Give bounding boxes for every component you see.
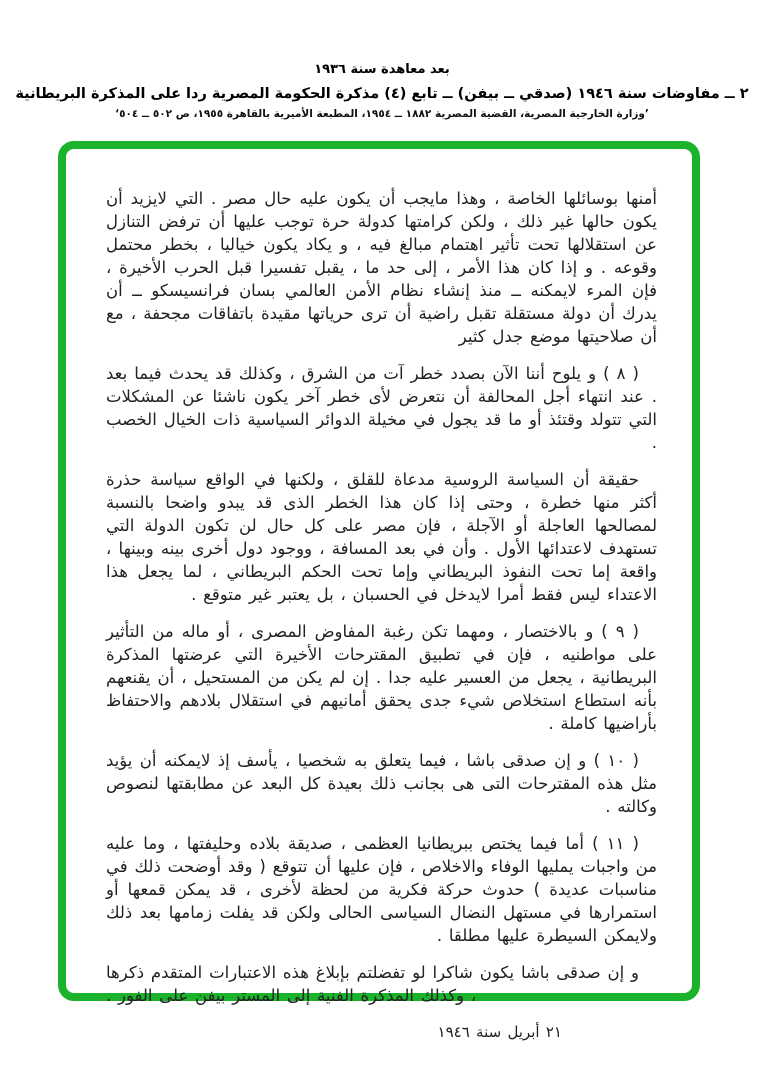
paragraph-closing: و إن صدقى باشا يكون شاكرا لو تفضلتم بإبلاغ هذه الاعتبارات المتقدم ذكرها ، وكذلك المذكرة الفنية إلى المستر بيفن على الفور . (106, 963, 639, 1005)
paragraph-9: ( ٩ ) و بالاختصار ، ومهما تكن رغبة المفاوض المصرى ، أو ماله من التأثير على مواطنيه ، فإن في تطبيق المقترحات الأخيرة التي عرضتها المذكرة البريطانية ، يجعل من العسير عليه جدا . إن لم يكن من المستحيل ، أن يقنعهم بأنه استطاع استخلاص شيء جدى يحقق أمانيهم في استقلال بلادهم والاحتفاظ بأراضيها كاملة . (106, 622, 657, 733)
document-header (0, 0, 764, 120)
header-source-citation: ’وزارة الخارجية المصرية، القضية المصرية ١٨٨٢ ــ ١٩٥٤، المطبعة الأميرية بالقاهرة ١٩٥٥، ص ٥٠٢ ــ ٥٠٤‘ (115, 108, 649, 120)
paragraph-russian-policy: حقيقة أن السياسة الروسية مدعاة للقلق ، ولكنها في الواقع سياسة حذرة أكثر منها خطرة ، وحتى إذا كان هذا الخطر الذى قد يبدو واضحا بالنسبة لمصالحها العاجلة أو الآجلة ، فإن مصر على كل حال لن تكون الدولة التي تستهدف لاعتدائها الأول . وأن في بعد المسافة ، ووجود دول أخرى بينه وبينها ، واقعة إما تحت النفوذ البريطاني وإما تحت الحكم البريطاني ، لما يجعل هذا الاعتداء ليس فقط أمرا لايدخل في الحسبان ، بل يعتبر غير متوقع . (106, 470, 657, 604)
paragraph-10: ( ١٠ ) و إن صدقى باشا ، فيما يتعلق به شخصيا ، يأسف إذ لايمكنه أن يؤيد مثل هذه المقترحات التى هى بجانب ذلك بعيدة كل البعد عن مطابقتها لنصوص وكالته . (106, 751, 657, 816)
paragraph-continuation: أمنها بوسائلها الخاصة ، وهذا مايجب أن يكون عليه حال مصر . التي لايزيد أن يكون حالها غير ذلك ، ولكن كرامتها كدولة حرة توجب عليها أن ترفض التنازل عن استقلالها تحت تأثير اهتمام مبالغ فيه ، و يكاد يكون خياليا ، بخطر محتمل وقوعه . و إذا كان هذا الأمر ، إلى حد ما ، يقبل تفسيرا قبل الحرب الأخيرة ، فإن المرء لايمكنه ــ منذ إنشاء نظام الأمن العالمي بسان فرانسيسكو ــ أن يدرك أن دولة مستقلة تقبل راضية أن ترى حرياتها مقيدة باتفاقات مجحفة ، مع أن صلاحيتها موضع جدل كثير (106, 189, 657, 346)
date-line: ٢١ أبريل سنة ١٩٤٦ (437, 1023, 562, 1041)
header-title-line: ٢ ــ مفاوضات سنة ١٩٤٦ (صدقي ــ بيفن) ــ تابع (٤) مذكرة الحكومة المصرية ردا على المذكرة البريطانية (15, 86, 749, 102)
scanned-document-text (66, 149, 692, 1044)
highlight-border-frame (58, 141, 700, 1041)
paragraph-11: ( ١١ ) أما فيما يختص ببريطانيا العظمى ، صديقة بلاده وحليفتها ، وما عليه من واجبات يمليها الوفاء والاخلاص ، فإن عليها أن تتوقع ( وقد أوضحت ذلك في مناسبات عديدة ) حدوث حركة فكرية من لحظة لأخرى ، قد يمكن قمعها أو استمرارها في مستهل النضال السياسى الحالى ولكن قد يفلت زمامها بعد ذلك ولايمكن السيطرة عليها مطلقا . (106, 834, 657, 945)
paragraph-8: ( ٨ ) و يلوح أننا الآن بصدد خطر آت من الشرق ، وكذلك قد يحدث فيما بعد . عند انتهاء أجل المحالفة أن نتعرض لأى خطر آخر يكون ناشئا عن المشكلات التي تتولد وقتئذ أو ما قد يجول في مخيلة الدوائر السياسية ذات الخيال الخصب . (106, 364, 657, 452)
header-treaty-line: بعد معاهدة سنة ١٩٣٦ (314, 62, 450, 77)
